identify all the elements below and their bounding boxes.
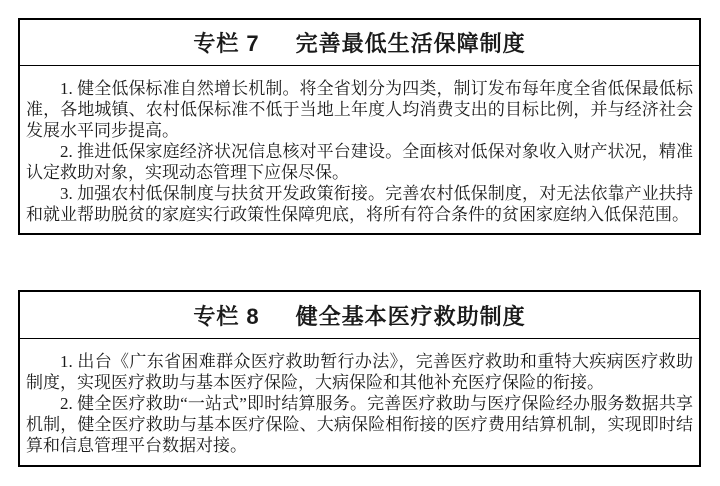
policy-box-8-title: 健全基本医疗救助制度 [295, 303, 526, 329]
paragraph: 1. 健全低保标准自然增长机制。将全省划分为四类，制订发布每年度全省低保最低标准，各地城镇、农村低保标准不低于当地上年度人均消费支出的目标比例，并与经济社会发展水平同步提高。 [26, 79, 693, 140]
paragraph: 2. 健全医疗救助“一站式”即时结算服务。完善医疗救助与医疗保险经办服务数据共享机制，健全医疗救助与基本医疗保险、大病保险相衔接的医疗费用结算机制，实现即时结算和信息管理平台数据对接。 [26, 394, 693, 455]
policy-box-7-header [20, 20, 699, 66]
policy-box-8-body [20, 339, 699, 456]
paragraph: 3. 加强农村低保制度与扶贫开发政策衔接。完善农村低保制度，对无法依靠产业扶持和就业帮助脱贫的家庭实行政策性保障兜底，将所有符合条件的贫困家庭纳入低保范围。 [26, 184, 693, 224]
policy-box-7-body [20, 66, 699, 225]
policy-box-7-label: 专栏 7 [193, 31, 260, 56]
policy-box-7-title: 完善最低生活保障制度 [295, 31, 526, 56]
paragraph: 2. 推进低保家庭经济状况信息核对平台建设。全面核对低保对象收入财产状况，精准认定救助对象，实现动态管理下应保尽保。 [26, 142, 693, 182]
policy-box-8 [18, 290, 701, 467]
policy-box-8-header [20, 292, 699, 339]
paragraph: 1. 出台《广东省困难群众医疗救助暂行办法》，完善医疗救助和重特大疾病医疗救助制度，实现医疗救助与基本医疗保险，大病保险和其他补充医疗保险的衔接。 [26, 352, 693, 392]
policy-box-8-label: 专栏 8 [193, 303, 260, 329]
policy-box-7 [18, 18, 701, 235]
